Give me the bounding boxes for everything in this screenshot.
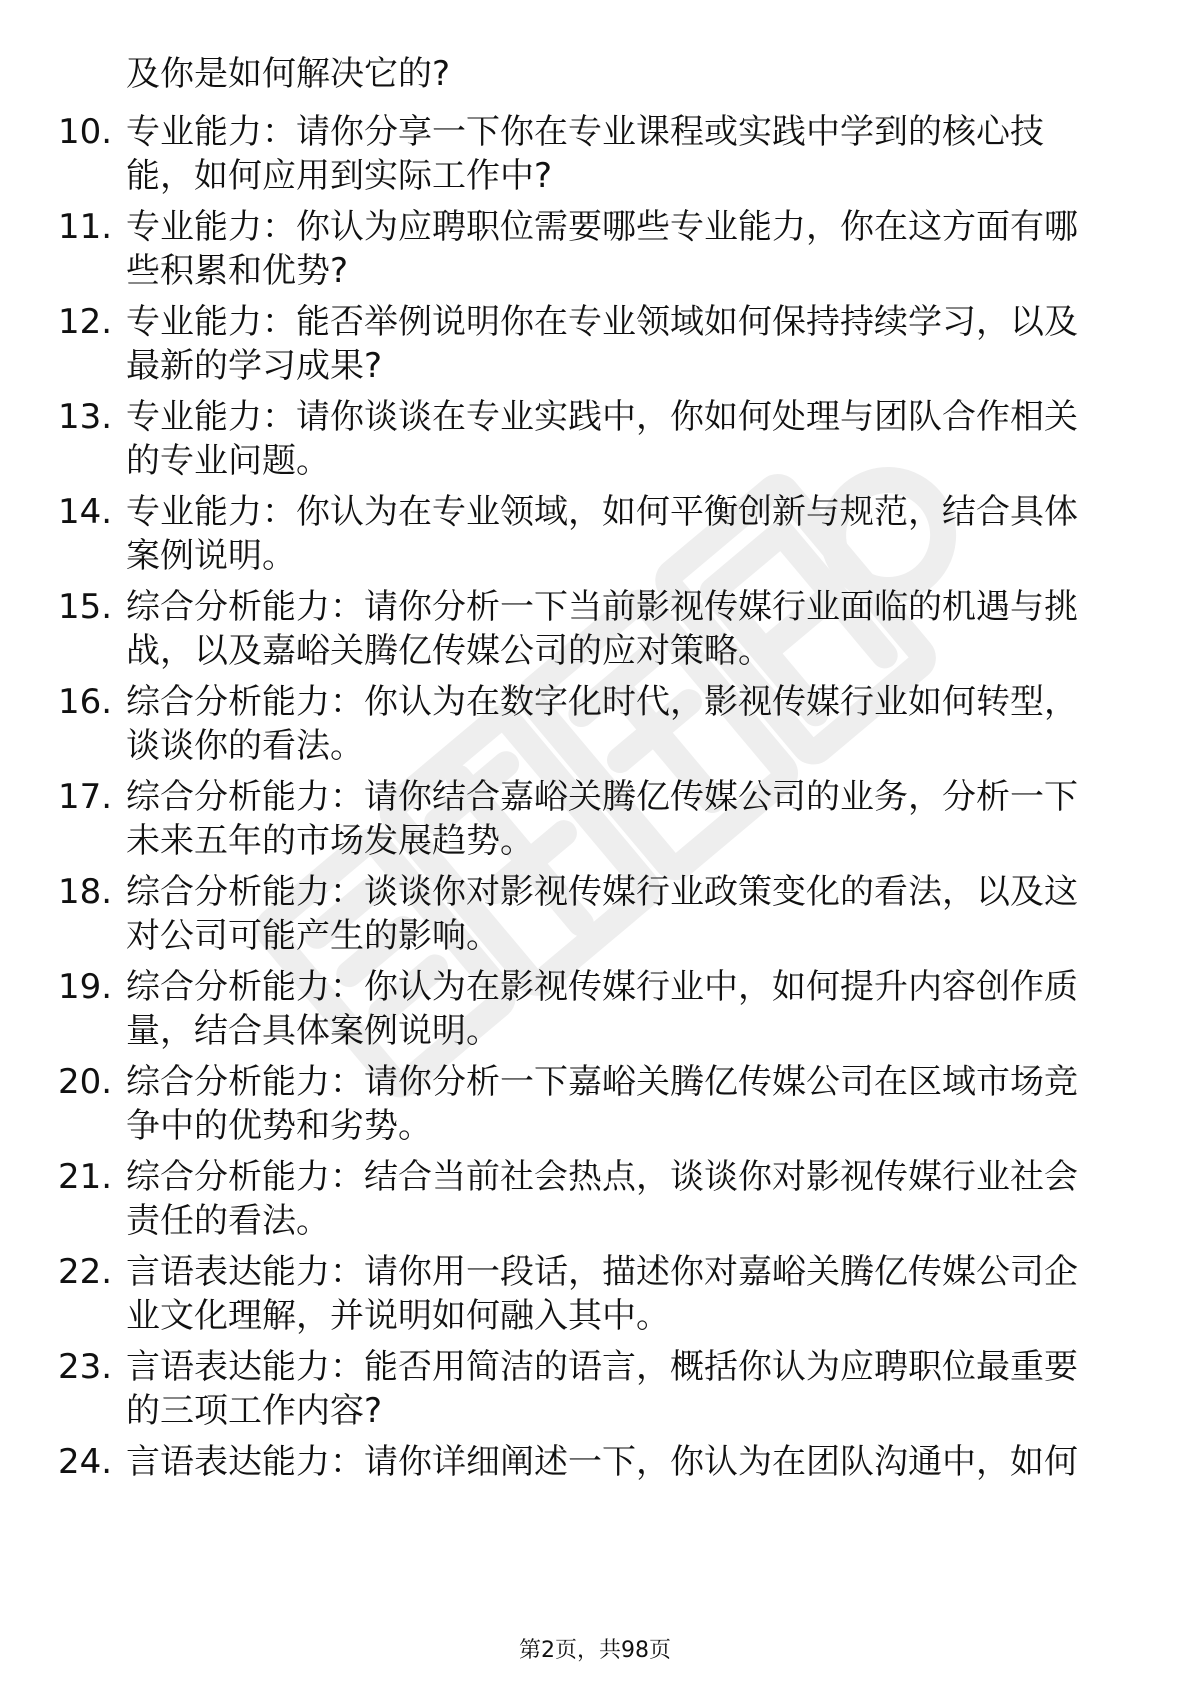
question-line: 专业能力：你认为在专业领域，如何平衡创新与规范，结合具体: [126, 492, 1078, 532]
question-line: 专业能力：请你分享一下你在专业课程或实践中学到的核心技: [126, 112, 1044, 152]
question-line: 业文化理解，并说明如何融入其中。: [126, 1296, 670, 1336]
question-number: 24.: [58, 1442, 113, 1482]
question-line: 最新的学习成果?: [126, 346, 383, 386]
question-item: [58, 490, 1118, 590]
question-item: [58, 585, 1118, 685]
question-line: 专业能力：能否举例说明你在专业领域如何保持持续学习，以及: [126, 302, 1078, 342]
question-text: [126, 205, 1116, 293]
question-text: [126, 110, 1116, 198]
question-number: 16.: [58, 682, 113, 722]
question-line: 能，如何应用到实际工作中?: [126, 156, 553, 196]
question-line: 未来五年的市场发展趋势。: [126, 821, 534, 861]
question-line: 综合分析能力：你认为在影视传媒行业中，如何提升内容创作质: [126, 967, 1078, 1007]
question-line: 对公司可能产生的影响。: [126, 916, 500, 956]
question-item: [58, 775, 1118, 875]
question-line: 综合分析能力：谈谈你对影视传媒行业政策变化的看法，以及这: [126, 872, 1078, 912]
question-line: 些积累和优势?: [126, 251, 349, 291]
question-text: [126, 585, 1116, 673]
question-line: 综合分析能力：请你分析一下当前影视传媒行业面临的机遇与挑: [126, 587, 1078, 627]
question-item: [58, 395, 1118, 495]
question-line: 综合分析能力：请你分析一下嘉峪关腾亿传媒公司在区域市场竞: [126, 1062, 1078, 1102]
question-line: 案例说明。: [126, 536, 296, 576]
question-line: 综合分析能力：结合当前社会热点，谈谈你对影视传媒行业社会: [126, 1157, 1078, 1197]
question-item: [58, 1345, 1118, 1445]
question-text: [126, 775, 1116, 863]
question-item: [58, 870, 1118, 970]
continued-text: 及你是如何解决它的?: [126, 54, 451, 94]
question-text: [126, 1060, 1116, 1148]
question-line: 战，以及嘉峪关腾亿传媒公司的应对策略。: [126, 631, 772, 671]
question-number: 19.: [58, 967, 113, 1007]
question-number: 21.: [58, 1157, 113, 1197]
question-number: 14.: [58, 492, 113, 532]
question-line: 综合分析能力：你认为在数字化时代，影视传媒行业如何转型，: [126, 682, 1078, 722]
question-text: [126, 300, 1116, 388]
question-number: 12.: [58, 302, 113, 342]
question-line: 言语表达能力：请你详细阐述一下，你认为在团队沟通中，如何: [126, 1442, 1078, 1482]
question-line: 专业能力：请你谈谈在专业实践中，你如何处理与团队合作相关: [126, 397, 1078, 437]
question-item: [58, 1060, 1118, 1160]
question-item: [58, 965, 1118, 1065]
question-line: 言语表达能力：请你用一段话，描述你对嘉峪关腾亿传媒公司企: [126, 1252, 1078, 1292]
question-line: 的专业问题。: [126, 441, 330, 481]
question-line: 争中的优势和劣势。: [126, 1106, 432, 1146]
question-line: 谈谈你的看法。: [126, 726, 364, 766]
question-number: 18.: [58, 872, 113, 912]
question-line: 专业能力：你认为应聘职位需要哪些专业能力，你在这方面有哪: [126, 207, 1078, 247]
question-text: [126, 965, 1116, 1053]
question-item: [58, 680, 1118, 780]
question-line: 综合分析能力：请你结合嘉峪关腾亿传媒公司的业务，分析一下: [126, 777, 1078, 817]
question-number: 11.: [58, 207, 113, 247]
question-number: 23.: [58, 1347, 113, 1387]
question-text: [126, 680, 1116, 768]
question-item: [58, 1440, 1118, 1490]
question-text: [126, 1345, 1116, 1433]
question-number: 20.: [58, 1062, 113, 1102]
question-text: [126, 490, 1116, 578]
question-line: 责任的看法。: [126, 1201, 330, 1241]
question-item: [58, 1250, 1118, 1350]
question-number: 10.: [58, 112, 113, 152]
question-text: [126, 1250, 1116, 1338]
question-item: [58, 110, 1118, 210]
question-number: 22.: [58, 1252, 113, 1292]
question-line: 的三项工作内容?: [126, 1391, 383, 1431]
question-line: 言语表达能力：能否用简洁的语言，概括你认为应聘职位最重要: [126, 1347, 1078, 1387]
question-item: [58, 1155, 1118, 1255]
question-item: [58, 300, 1118, 400]
question-text: [126, 870, 1116, 958]
question-number: 15.: [58, 587, 113, 627]
question-text: [126, 395, 1116, 483]
question-text: [126, 1440, 1116, 1484]
question-line: 量，结合具体案例说明。: [126, 1011, 500, 1051]
question-item: [58, 205, 1118, 305]
question-number: 17.: [58, 777, 113, 817]
question-number: 13.: [58, 397, 113, 437]
question-text: [126, 1155, 1116, 1243]
page-footer: 第2页，共98页: [519, 1638, 671, 1663]
